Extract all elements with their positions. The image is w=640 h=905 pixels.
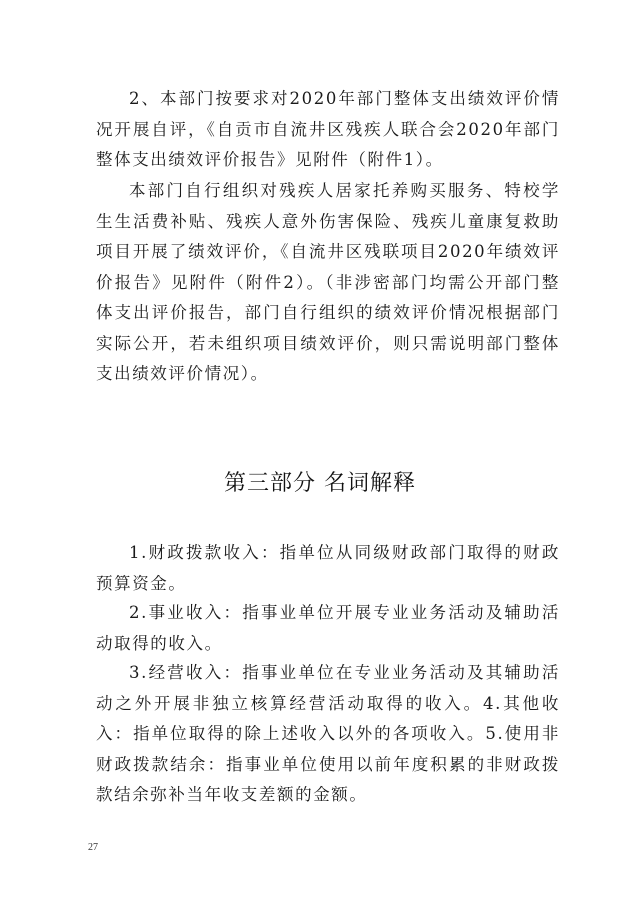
evaluation-paragraph-1: 2、本部门按要求对2020年部门整体支出绩效评价情况开展自评，《自贡市自流井区残疾人联合会2020年部门整体支出绩效评价报告》见附件（附件1）。 <box>96 89 560 169</box>
definition-item-1: 1.财政拨款收入：指单位从同级财政部门取得的财政预算资金。 <box>96 543 560 593</box>
page-number: 27 <box>88 842 98 853</box>
section-heading: 第三部分 名词解释 <box>224 471 416 496</box>
evaluation-paragraph-2: 本部门自行组织对残疾人居家托养购买服务、特校学生生活费补贴、残疾人意外伤害保险、残疾儿童康复救助项目开展了绩效评价，《自流井区残联项目2020年绩效评价报告》见附件（附件2）。（非涉密部门均需公开部门整体支出评价报告，部门自行组织的绩效评价情况根据部门实际公开，若未组织项目绩效评价，则只需说明部门整体支出绩效评价情况）。 <box>96 181 560 383</box>
definition-item-3: 3.经营收入：指事业单位在专业业务活动及其辅助活动之外开展非独立核算经营活动取得的收入。4.其他收入：指单位取得的除上述收入以外的各项收入。5.使用非财政拨款结余：指事业单位使用以前年度积累的非财政拨款结余弥补当年收支差额的金额。 <box>96 663 560 804</box>
definition-item-2: 2.事业收入：指事业单位开展专业业务活动及辅助活动取得的收入。 <box>96 603 560 653</box>
